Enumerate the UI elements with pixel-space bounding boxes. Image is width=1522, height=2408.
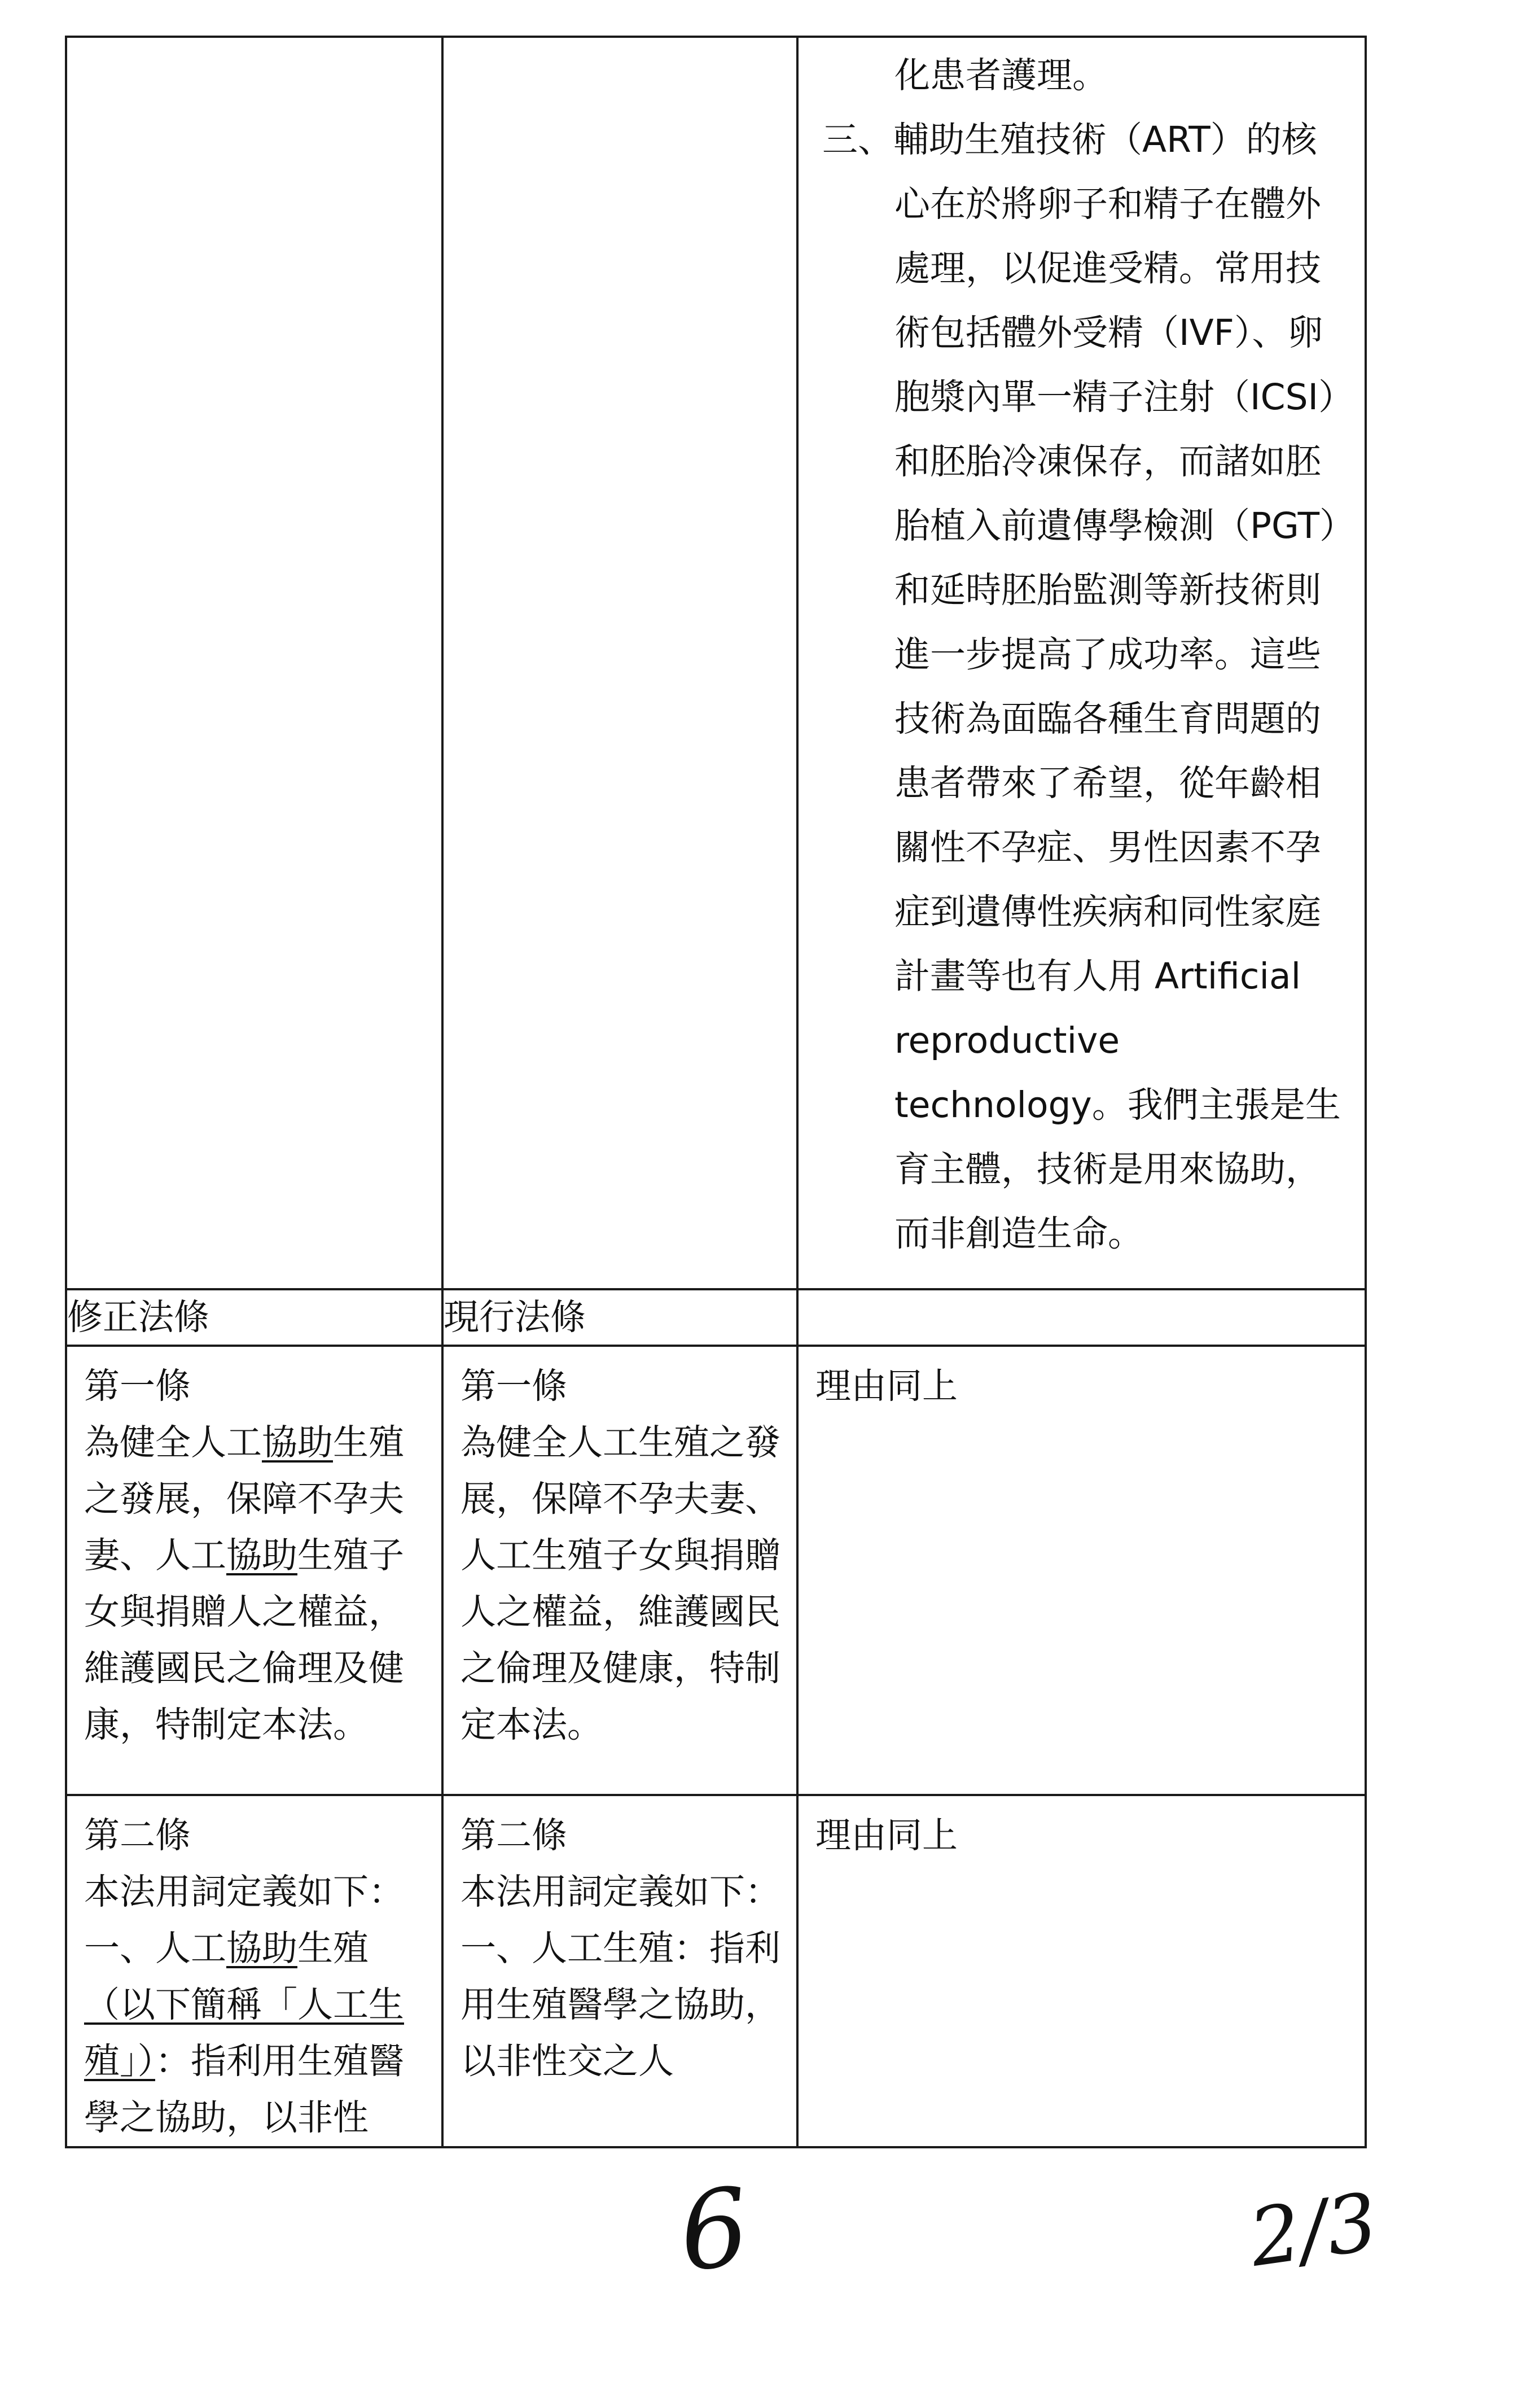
handwritten-page-fraction: 2/3: [1244, 2176, 1383, 2285]
article-2-amended-cell: [66, 1795, 442, 2147]
article-1-reason-text: 理由同上: [815, 1365, 958, 1407]
article-1-amended-text: 為健全人工協助生殖之發展，保障不孕夫妻、人工協助生殖子女與捐贈人之權益，維護國民之倫理及健康，特制定本法。: [84, 1422, 404, 1745]
handwritten-page-number: 6: [673, 2164, 755, 2296]
article-2-current-text: 一、人工生殖：指利用生殖醫學之協助，以非性交之人: [460, 1928, 780, 2082]
header-reason: [797, 1289, 1366, 1346]
law-amendment-table: [65, 36, 1367, 2148]
table-row-article-2: [66, 1795, 1366, 2147]
article-1-current-title: 第一條: [460, 1365, 567, 1407]
header-amended-article: 修正法條: [66, 1289, 442, 1346]
table-cell-reason-continuation: [797, 37, 1366, 1289]
reason-item-3-text: 輔助生殖技術（ART）的核心在於將卵子和精子在體外處理，以促進受精。常用技術包括體外受精（IVF）、卵胞漿內單一精子注射（ICSI）和胚胎冷凍保存，而諸如胚胎植入前遺傳學檢測（PGT）和延時胚胎監測等新技術則進一步提高了成功率。這些技術為面臨各種生育問題的患者帶來了希望，從年齡相關性不孕症、男性因素不孕症到遺傳性疾病和同性家庭計畫等也有人用 Artificial reproductive technology。我們主張是生育主體，技術是用來協助，而非創造生命。: [893, 119, 1341, 1254]
reason-continuation-text: 化患者護理。: [894, 55, 1108, 96]
article-2-reason-text: 理由同上: [815, 1815, 958, 1856]
article-1-current-text: 為健全人工生殖之發展，保障不孕夫妻、人工生殖子女與捐贈人之權益，維護國民之倫理及健康，特制定本法。: [460, 1422, 780, 1745]
article-1-amended-title: 第一條: [84, 1365, 191, 1407]
table-row-continuation: [66, 37, 1366, 1289]
article-1-reason-cell: [797, 1346, 1366, 1795]
article-2-current-title: 第二條: [460, 1815, 567, 1856]
table-cell-empty-amended: [66, 37, 442, 1289]
table-row-article-1: [66, 1346, 1366, 1795]
article-1-amended-cell: [66, 1346, 442, 1795]
article-2-reason-cell: [797, 1795, 1366, 2147]
reason-item-3: [799, 108, 1348, 1266]
article-2-amended-title: 第二條: [84, 1815, 191, 1856]
table-header-row: [66, 1289, 1366, 1346]
inserted-phrase-underlined: （以下簡稱「人工生殖」）: [84, 1984, 404, 2082]
article-2-current-line-1: 本法用詞定義如下：: [460, 1871, 780, 1912]
article-2-current-cell: [442, 1795, 797, 2147]
article-1-current-cell: [442, 1346, 797, 1795]
inserted-word-underlined: 協助: [262, 1422, 333, 1463]
table-cell-empty-current: [442, 37, 797, 1289]
article-2-amended-line-1: 本法用詞定義如下：: [84, 1871, 404, 1912]
header-current-article: 現行法條: [442, 1289, 797, 1346]
inserted-word-underlined: 協助: [226, 1535, 297, 1576]
article-2-amended-text: 一、人工協助生殖（以下簡稱「人工生殖」）：指利用生殖醫學之協助，以非性: [84, 1928, 404, 2138]
inserted-word-underlined: 協助: [226, 1928, 297, 1969]
reason-item-3-label: 三、: [822, 119, 893, 160]
